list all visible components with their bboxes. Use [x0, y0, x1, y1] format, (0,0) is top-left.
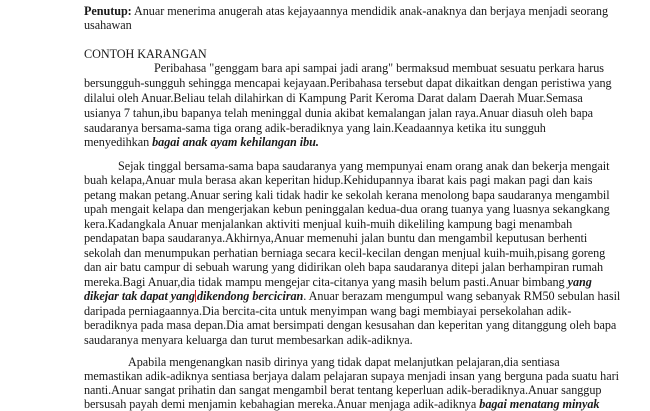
p1-line-5: saudaranya bersama-sama tiga orang adik-beradiknya yang lain.Keadaannya ketika itu sungguh: [84, 121, 546, 135]
p2-line-2: buah kelapa,Anuar mula berasa akan keperitan hidup.Kehidupannya ibarat kais pagi makan pagi dan kais: [84, 173, 593, 187]
p2-line-13: saudaranya menyara keluarga dan turut membesarkan adik-adiknya.: [84, 333, 413, 347]
p1-peribahasa: bagai anak ayam kehilangan ibu.: [152, 135, 319, 149]
p1-line-1: Peribahasa "genggam bara api sampai jadi arang" bermaksud membuat sesuatu perkara harus: [154, 61, 604, 75]
p3-peribahasa: bagai menatang minyak: [479, 397, 600, 411]
p3-line-1: Apabila mengenangkan nasib dirinya yang tidak dapat melanjutkan pelajaran,dia sentiasa: [128, 355, 560, 369]
p3-last-text: bersusah payah demi menjamin kebahagian mereka.Anuar menjaga adik-adiknya: [84, 397, 480, 411]
penutup-label: Penutup:: [84, 4, 132, 18]
p1-line-6: [84, 135, 319, 149]
p2-line-3: petang makan petang.Anuar sering kali tidak hadir ke sekolah kerana menolong bapa saudaranya mengambil: [84, 188, 610, 202]
p2-line-10-text: . Anuar berazam mengumpul wang sebanyak RM50 sebulan hasil: [303, 289, 621, 303]
p2-line-11: daripada perniagaannya.Dia bercita-cita untuk menyimpan wang bagi membiayai persekolahan adik-: [84, 304, 572, 318]
penutup-text: Anuar menerima anugerah atas kejayaannya mendidik anak-anaknya dan berjaya menjadi seorang: [131, 4, 608, 18]
p1-line-2: bersungguh-sungguh sehingga mencapai kejayaan.Peribahasa tersebut dapat dikaitkan dengan peristiwa yang: [84, 76, 612, 90]
p3-line-2: memastikan adik-adiknya sentiasa berjaya dalam pelajaran supaya menjadi insan yang berguna pada suatu hari: [84, 369, 619, 383]
p2-line-9-text: mereka.Bagi Anuar,dia tidak mampu mengejar cita-citanya yang masih belum pasti.Anuar bimbang: [84, 275, 568, 289]
p2-line-1: Sejak tinggal bersama-sama bapa saudaranya yang mempunyai enam orang anak dan bekerja mengait: [118, 159, 610, 173]
penutup-line-2: usahawan: [84, 18, 132, 32]
p2-line-10: [84, 289, 620, 303]
p2-line-9: [84, 275, 592, 289]
p3-line-4: [84, 397, 599, 411]
p1-line-4: usianya 7 tahun,ibu bapanya telah meninggal dunia akibat kemalangan jalan raya.Anuar diasuh oleh bapa: [84, 106, 594, 120]
p2-peribahasa-b: dikendong berciciran: [196, 289, 304, 303]
p2-line-12: beradiknya pada masa depan.Dia amat bersimpati dengan kesusahan dan keperitan yang ditanggung oleh bapa: [84, 318, 617, 332]
p2-peribahasa-a: dikejar tak dapat yang: [84, 289, 195, 303]
p2-line-5: kera.Kadangkala Anuar menjalankan aktiviti menjual kuih-muih dikeliling kampung bagi menambah: [84, 217, 573, 231]
p2-line-8: dan air batu campur di sebuah warung yang didirikan oleh bapa saudaranya ditepi jalan berhampiran rumah: [84, 260, 604, 274]
p2-line-7: sekolah dan menumpukan perhatian berniaga secara kecil-kecilan dengan menjual kuih-muih,pisang goreng: [84, 246, 606, 260]
p2-line-6: pendapatan bapa saudaranya.Akhirnya,Anuar memenuhi jalan buntu dan mengambil keputusan berhenti: [84, 231, 588, 245]
p2-peribahasa-start: yang: [567, 275, 592, 289]
p1-line-3: dilalui oleh Anuar.Beliau telah dilahirkan di Kampung Parit Keroma Darat dalam Daerah Muar.Semasa: [84, 91, 583, 105]
p3-line-3: nanti.Anuar sangat prihatin dan sangat mengambil berat tentang keperluan adik-beradiknya.Anuar sanggup: [84, 383, 602, 397]
essay-heading: CONTOH KARANGAN: [84, 47, 207, 61]
penutup-line: [84, 4, 608, 18]
p2-line-4: upah mengait kelapa dan mengerjakan kebun peninggalan kedua-dua orang tuanya yang luasnya sekangkang: [84, 202, 610, 216]
p1-last-text: menyedihkan: [84, 135, 153, 149]
